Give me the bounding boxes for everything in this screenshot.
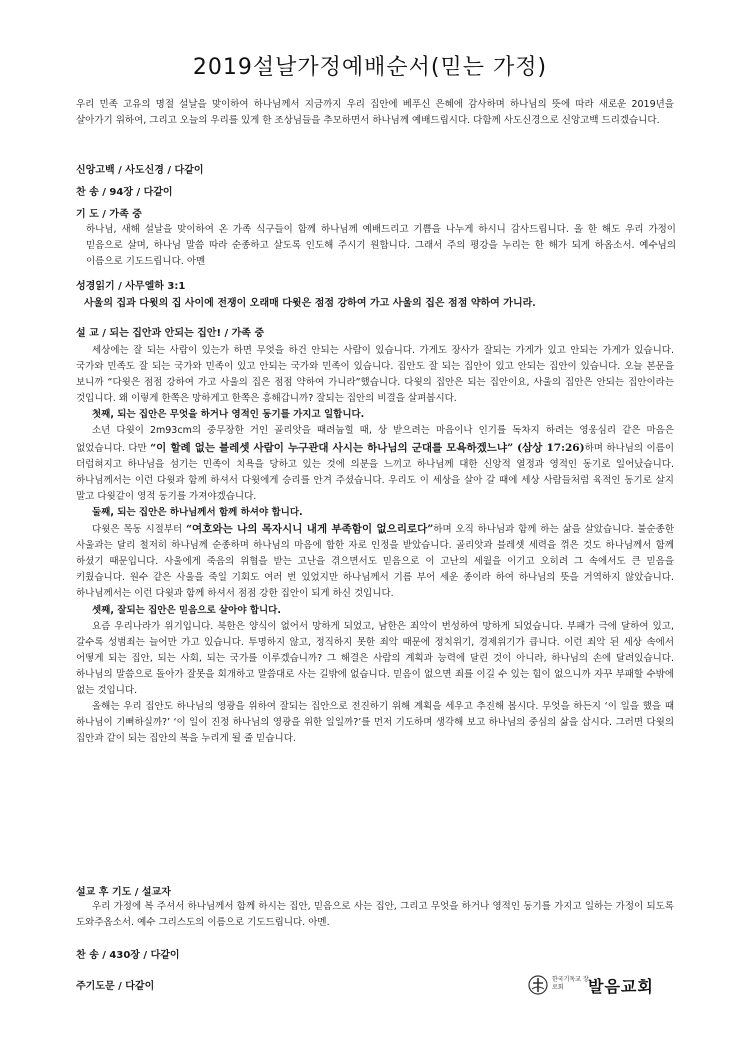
- sermon-text: 하며 하나님의 이름이 더럽혀지고 하나님을 섬기는 민족이 치욕을 당하고 있는 것에 의분을 느끼고 하나님께 대한 신앙적 열정과 영적인 동기로 일어났습니다. 하나님께서는 이런 다윗과 함께 하셔서 다윗에게 승리를 안겨 주셨습니다. 우리도 이 세상을 살아 갈 때에 세상 사람들처럼 육적인 동기로 살지 말고 다윗같이 영적 동기를 가져야겠습니다.: [76, 442, 674, 502]
- after-sermon-paragraph: [76, 899, 674, 931]
- sermon-heading: 설 교 / 되는 집안과 안되는 집안! / 가족 중: [76, 328, 265, 339]
- confession-heading: 신앙고백 / 사도신경 / 다같이: [76, 165, 204, 176]
- page-title: 2019설날가정예배순서(믿는 가정): [192, 55, 548, 80]
- denomination-label: 한국기독교 장로회: [552, 976, 589, 991]
- intro-paragraph: [76, 97, 674, 129]
- prayer-paragraph: [76, 222, 676, 270]
- sermon-paragraph: 올해는 우리 집안도 하나님의 영광을 위하여 잘되는 집안으로 전진하기 위해 계획을 세우고 추진해 봅시다. 무엇을 하든지 ‘이 일을 했을 때 하나님이 기뻐하실까?’ ‘이 일이 진정 하나님의 영광을 위한 일일까?’를 먼저 기도하며 생각해 보고 하나님의 중심의 삶을 삽시다. 그러면 다윗의 집안과 같이 되는 집안의 복을 누리게 될 줄 믿습니다.: [76, 701, 674, 745]
- church-logo-icon: [528, 975, 548, 995]
- scripture-quote: “이 할례 없는 블레셋 사람이 누구관대 사시는 하나님의 군대를 모욕하겠느냐” (삼상 17:26): [150, 441, 585, 454]
- closing-hymn-heading: 찬 송 / 430장 / 다같이: [76, 950, 180, 961]
- church-logo: [528, 974, 678, 996]
- lords-prayer-heading: 주기도문 / 다같이: [76, 981, 155, 992]
- intro-text: 우리 민족 고유의 명절 설날을 맞이하여 하나님께서 지금까지 우리 집안에 베푸신 은혜에 감사하며 하나님의 뜻에 따라 새로운 2019년을 살아가기 위하여, 그리고 오늘의 우리를 있게 한 조상님들을 추모하면서 하나님께 예배드립시다. 다함께 사도신경으로 신앙고백 드리겠습니다.: [76, 99, 674, 126]
- scripture-verse: 사울의 집과 다윗의 집 사이에 전쟁이 오래매 다윗은 점점 강하여 가고 사울의 집은 점점 약하여 가니라.: [84, 298, 536, 309]
- sermon-point-heading: 셋째, 잘되는 집안은 믿음으로 살아야 합니다.: [92, 604, 281, 616]
- after-sermon-heading: 설교 후 기도 / 설교자: [76, 887, 171, 898]
- sermon-paragraph: 세상에는 잘 되는 사람이 있는가 하면 무엇을 하건 안되는 사람이 있습니다. 가게도 장사가 잘되는 가게가 있고 안되는 가게가 있습니다. 국가와 민족도 잘 되는 국가와 민족이 있고 안되는 국가와 민족이 있습니다. 집안도 잘 되는 집안이 있고 안되는 집안이 있습니다. 오늘 본문을 보니까 “다윗은 점점 강하여 가고 사울의 집은 점점 약하여 가니라”했습니다. 다윗의 집안은 되는 집안이요, 사울의 집안은 안되는 집안이라는 것입니다. 왜 이렇게 한쪽은 망하게고 한쪽은 흥해갑니까? 잘되는 집안의 비결을 살펴봅시다.: [76, 345, 674, 405]
- hymn-heading: 찬 송 / 94장 / 다같이: [76, 187, 173, 198]
- sermon-paragraph: [76, 423, 674, 504]
- sermon-text: 다윗은 목동 시절부터: [92, 524, 187, 536]
- sermon-text: 하며 오직 하나님과 함께 하는 삶을 살았습니다. 불순종한 사울과는 달리 철저히 하나님께 순종하며 하나님의 마음에 합한 자로 인정을 받았습니다. 골리앗과 블레셋 세력을 꺾은 것도 하나님께서 함께 하셨기 때문입니다. 사울에게 죽음의 위협을 받는 고난을 겪으면서도 믿음으로 이 고난의 세월을 이기고 오히려 그 속에서도 큰 믿음을 키웠습니다. 원수 같은 사울을 죽일 기회도 여러 번 있었지만 하나님께서 기름 부어 세운 종이라 하여 하나님의 뜻을 거역하지 않았습니다. 하나님께서는 이런 다윗과 함께 하셔서 점점 강한 집안이 되게 하신 것입니다.: [76, 524, 675, 600]
- sermon-point-heading: 첫째, 되는 집안은 무엇을 하거나 영적인 동기를 가지고 일합니다.: [92, 409, 365, 421]
- prayer-heading: 기 도 / 가족 중: [76, 209, 142, 220]
- sermon-paragraph: 요즘 우리나라가 위기입니다. 북한은 양식이 없어서 망하게 되었고, 남한은 죄악이 번성하여 망하게 되었습니다. 부패가 극에 달하여 있고, 갈수록 성범죄는 늘어만 가고 있습니다. 투명하지 않고, 정직하지 못한 죄악 때문에 정치위기, 경제위기가 큽니다. 이런 죄악 된 세상 속에서 어떻게 되는 집안, 되는 사회, 되는 국가를 이루겠습니까? 그 해결은 사람의 계획과 능력에 달린 것이 아니라, 하나님의 손에 달려있습니다. 하나님의 말씀으로 돌아가 잘못을 회개하고 말씀대로 사는 길밖에 없습니다. 믿음이 없으면 죄를 이길 수 있는 힘이 없으니까 자꾸 부패할 수밖에 없는 것입니다.: [76, 620, 674, 696]
- prayer-text: 하나님, 새해 설날을 맞이하여 온 가족 식구들이 함께 하나님께 예배드리고 기쁨을 나누게 하시니 감사드립니다. 올 한 해도 우리 가정이 믿음으로 살며, 하나님 말씀 따라 순종하고 살도록 인도해 주시기 원합니다. 그래서 주의 평강을 누리는 한 해가 되게 하옵소서. 예수님의 이름으로 기도드립니다. 아멘: [86, 224, 676, 267]
- reading-heading: 성경읽기 / 사무엘하 3:1: [76, 281, 186, 292]
- sermon-body: [76, 343, 674, 747]
- scripture-quote: “여호와는 나의 목자시니 내게 부족함이 없으리로다”: [186, 523, 434, 536]
- sermon-paragraph: [76, 521, 674, 602]
- sermon-text: 소년 다윗이 2m93cm의 중무장한 거인 골리앗을 때려눕힐 때, 상 받으려는 마음이나 인기를 독차지 하려는 영웅심리 같은 마음은 없었습니다. 다만: [76, 425, 674, 454]
- after-sermon-text: 우리 가정에 복 주셔서 하나님께서 함께 하시는 집안, 믿음으로 사는 집안, 그리고 무엇을 하거나 영적인 동기를 가지고 일하는 가정이 되도록 도와주옵소서. 예수 그리스도의 이름으로 기도드립니다. 아멘.: [76, 901, 674, 928]
- sermon-point-heading: 둘째, 되는 집안은 하나님께서 함께 하셔야 합니다.: [92, 506, 303, 518]
- church-name: 발음교회: [588, 977, 654, 996]
